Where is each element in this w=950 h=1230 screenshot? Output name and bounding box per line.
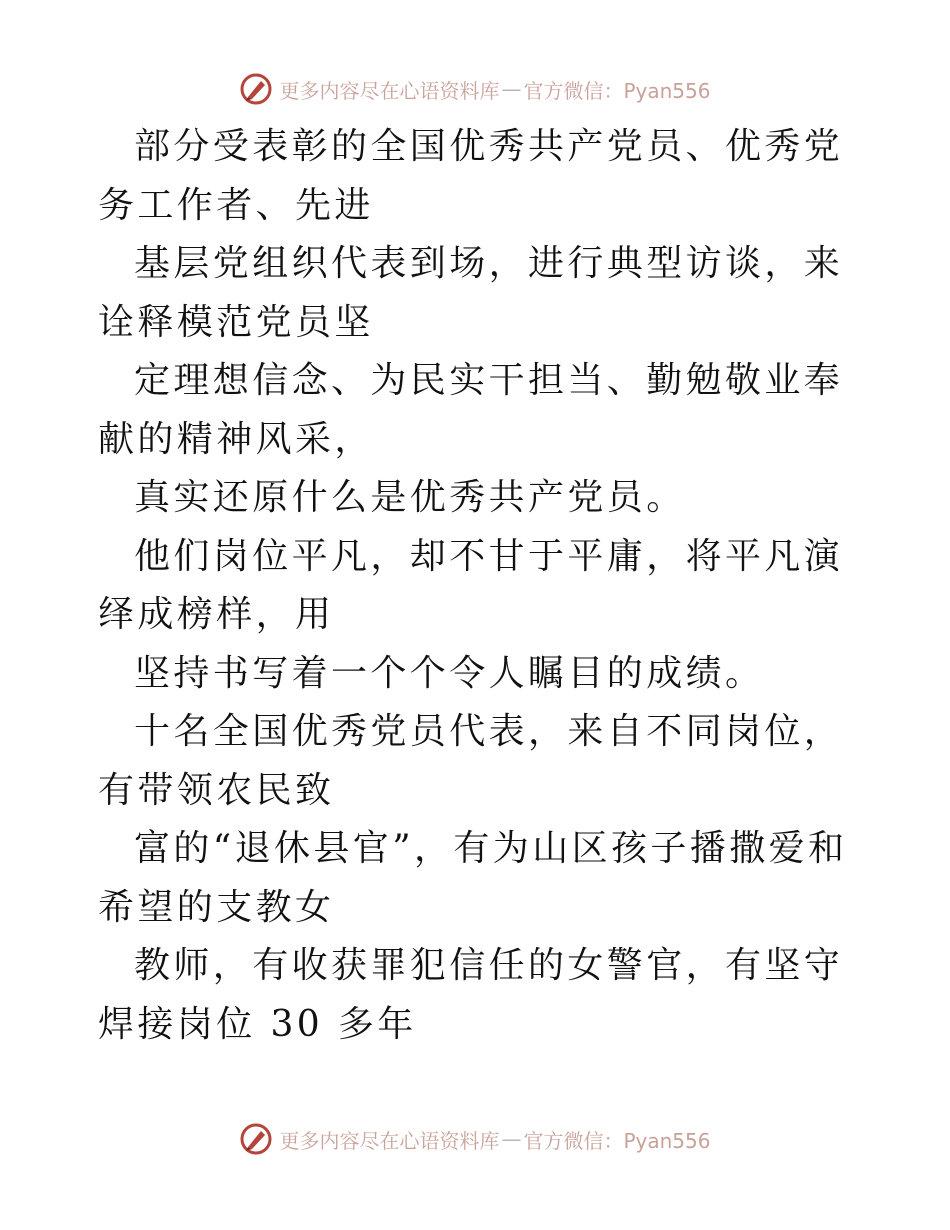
paragraph-6: 坚持书写着一个个令人瞩目的成绩。 <box>134 652 765 694</box>
header-wechat-text: 官方微信：Pyan556 <box>523 78 711 103</box>
pen-logo-icon <box>239 72 273 106</box>
paragraph-5: 他们岗位平凡，却不甘于平庸，将平凡演绎成榜样，用 <box>98 535 844 635</box>
header-dash: — <box>501 77 522 101</box>
paragraph-2: 基层党组织代表到场，进行典型访谈，来诠释模范党员坚 <box>98 243 844 343</box>
pen-logo-icon <box>239 1122 273 1156</box>
paragraph-3: 定理想信念、为民实干担当、勤勉敬业奉献的精神风采， <box>98 360 844 460</box>
footer-wechat-text: 官方微信：Pyan556 <box>523 1128 711 1153</box>
paragraph-1: 部分受表彰的全国优秀共产党员、优秀党务工作者、先进 <box>98 126 844 226</box>
header-site-text: 更多内容尽在心语资料库 <box>279 78 500 103</box>
footer-watermark <box>0 1122 950 1156</box>
footer-dash: — <box>501 1127 522 1151</box>
paragraph-9: 教师，有收获罪犯信任的女警官，有坚守焊接岗位 30 多年 <box>98 945 844 1045</box>
paragraph-7: 十名全国优秀党员代表，来自不同岗位，有带领农民致 <box>98 711 844 811</box>
document-body <box>98 118 853 1054</box>
footer-site-text: 更多内容尽在心语资料库 <box>279 1128 500 1153</box>
header-watermark <box>0 72 950 106</box>
paragraph-8: 富的“退休县官”，有为山区孩子播撒爱和希望的支教女 <box>98 828 848 928</box>
paragraph-4: 真实还原什么是优秀共产党员。 <box>134 477 686 518</box>
